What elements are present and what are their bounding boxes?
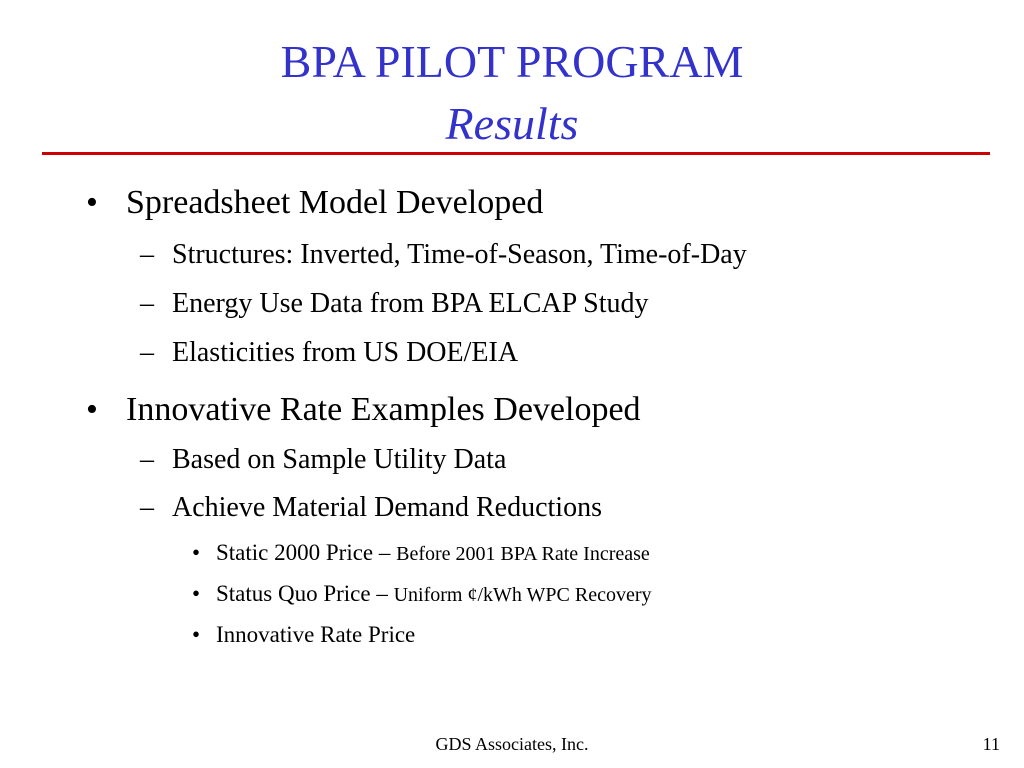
footer-company: GDS Associates, Inc. [435, 734, 589, 754]
sub-bullet-sample-utility-data: Based on Sample Utility Data [172, 444, 507, 475]
title-divider-rule [42, 152, 990, 155]
sub-bullet-energy-use: Energy Use Data from BPA ELCAP Study [172, 288, 649, 319]
dash-marker: – [140, 288, 154, 319]
item-status-quo-price-label: Status Quo Price – [216, 581, 394, 606]
small-bullet-marker: • [192, 622, 201, 647]
sub-bullet-elasticities: Elasticities from US DOE/EIA [172, 337, 519, 368]
item-static-2000-price-label: Static 2000 Price – [216, 540, 397, 565]
item-innovative-rate-price: Innovative Rate Price [216, 622, 416, 647]
small-bullet-marker: • [192, 581, 201, 606]
sub-bullet-structures: Structures: Inverted, Time-of-Season, Time-of-Day [172, 239, 747, 270]
dash-marker: – [140, 444, 154, 475]
footer-page-number: 11 [982, 734, 1000, 754]
dash-marker: – [140, 492, 154, 523]
item-status-quo-price-detail: Uniform ¢/kWh WPC Recovery [393, 584, 652, 606]
dash-marker: – [140, 337, 154, 368]
item-static-2000-price [216, 539, 650, 568]
dash-marker: – [140, 239, 154, 270]
sub-bullet-demand-reductions: Achieve Material Demand Reductions [172, 492, 602, 523]
slide-title: BPA PILOT PROGRAM [280, 36, 744, 87]
slide-subtitle: Results [445, 98, 579, 149]
item-status-quo-price [216, 580, 652, 609]
bullet-innovative-rate-examples: Innovative Rate Examples Developed [126, 391, 641, 428]
small-bullet-marker: • [192, 540, 201, 565]
item-static-2000-price-detail: Before 2001 BPA Rate Increase [396, 543, 650, 565]
bullet-marker: • [86, 184, 98, 221]
bullet-marker: • [86, 391, 98, 428]
bullet-spreadsheet-model: Spreadsheet Model Developed [126, 184, 544, 221]
